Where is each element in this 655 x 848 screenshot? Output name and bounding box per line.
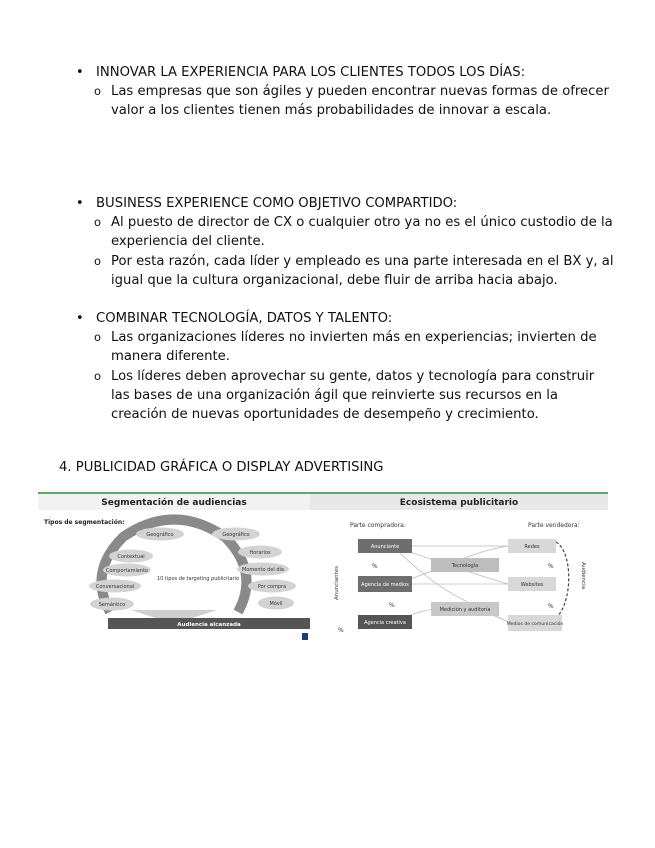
svg-text:Por compra: Por compra	[257, 584, 287, 590]
circle-bullet-icon: o	[94, 330, 102, 344]
svg-text:Agencia creativa: Agencia creativa	[364, 620, 406, 626]
svg-text:Móvil: Móvil	[269, 601, 283, 607]
svg-text:Momento del día: Momento del día	[242, 567, 284, 573]
right-node	[237, 563, 289, 576]
left-node	[90, 598, 134, 611]
bullet-icon: •	[76, 311, 84, 326]
bullet-heading	[76, 63, 526, 82]
percent-label: %	[548, 563, 554, 570]
circle-bullet-icon: o	[94, 84, 102, 98]
section-title: INNOVAR LA EXPERIENCIA PARA LOS CLIENTES TODOS LOS DÍAS:	[96, 65, 526, 80]
targeting-center-label: 10 tipos de targeting publicitario	[156, 576, 240, 582]
left-node	[103, 564, 151, 577]
audience-axis-label: Audiencia	[580, 562, 586, 590]
bullet-heading	[76, 194, 458, 213]
svg-text:Medición y auditoría: Medición y auditoría	[439, 607, 491, 613]
left-node	[89, 580, 141, 593]
sub-bullet	[94, 252, 616, 290]
sub-bullet-text: Los líderes deben aprovechar su gente, datos y tecnología para construir las bases de una organización ágil que reinvierte sus recursos en la creación de nuevas oportunidades de desempeño y crecimiento.	[111, 369, 595, 423]
ecosystem-box	[431, 558, 499, 572]
display-advertising-figure	[38, 492, 608, 642]
sub-bullet-text: Las empresas que son ágiles y pueden encontrar nuevas formas de ofrecer valor a los clientes tienen más probabilidades de innovar a escala.	[111, 84, 609, 119]
section-title: COMBINAR TECNOLOGÍA, DATOS Y TALENTO:	[96, 311, 393, 326]
ecosystem-box	[508, 577, 556, 591]
svg-text:Geográfico: Geográfico	[146, 532, 174, 538]
section-title: BUSINESS EXPERIENCE COMO OBJETIVO COMPARTIDO:	[96, 196, 458, 211]
ecosystem-panel	[310, 492, 608, 634]
right-node	[258, 597, 294, 610]
bullet-icon: •	[76, 65, 84, 80]
percent-label: %	[338, 627, 344, 634]
ecosystem-box	[508, 539, 556, 553]
left-node	[109, 550, 153, 563]
svg-text:Geográfico: Geográfico	[222, 532, 250, 538]
segmentation-title: Segmentación de audiencias	[101, 498, 247, 508]
ecosystem-box	[358, 576, 412, 592]
svg-text:Tecnología: Tecnología	[451, 563, 479, 569]
advertisers-axis-label: Anunciantes	[334, 565, 340, 600]
ecosystem-box	[507, 615, 564, 631]
segmentation-panel	[38, 492, 310, 642]
segmentation-subtitle: Tipos de segmentación:	[44, 519, 125, 526]
audience-bar-label: Audiencia alcanzada	[177, 622, 241, 628]
sub-bullet-text: Por esta razón, cada líder y empleado es una parte interesada en el BX y, al igual que la cultura organizacional, debe fluir de arriba hacia abajo.	[111, 254, 614, 289]
svg-text:Contextual: Contextual	[117, 554, 145, 560]
seller-label: Parte vendedora:	[528, 522, 580, 529]
svg-text:Horarios: Horarios	[249, 550, 271, 556]
svg-text:Agencia de medios: Agencia de medios	[361, 582, 409, 588]
svg-text:Medios de comunicación: Medios de comunicación	[506, 622, 564, 627]
percent-label: %	[548, 603, 554, 610]
ecosystem-box	[358, 615, 412, 629]
svg-text:Semántico: Semántico	[98, 602, 126, 608]
ecosystem-title: Ecosistema publicitario	[399, 498, 519, 508]
svg-text:Websites: Websites	[520, 582, 544, 588]
circle-bullet-icon: o	[94, 369, 102, 383]
svg-text:Anunciante: Anunciante	[370, 544, 400, 550]
bullet-heading	[76, 309, 393, 328]
circle-bullet-icon: o	[94, 254, 102, 268]
percent-label: %	[372, 563, 378, 570]
sub-bullet	[94, 367, 616, 425]
sub-bullet	[94, 213, 616, 251]
top-node	[136, 528, 184, 541]
svg-text:Conversacional: Conversacional	[95, 584, 135, 590]
right-node	[248, 580, 296, 593]
sub-bullet	[94, 328, 616, 366]
sub-bullet-text: Al puesto de director de CX o cualquier otro ya no es el único custodio de la experiencia del cliente.	[111, 215, 613, 250]
percent-label: %	[389, 602, 395, 609]
sub-bullet-text: Las organizaciones líderes no invierten más en experiencias; invierten de manera diferente.	[111, 330, 597, 365]
sub-bullet	[94, 82, 616, 120]
svg-text:Comportamiento: Comportamiento	[105, 568, 149, 574]
bullet-icon: •	[76, 196, 84, 211]
section-heading: 4. PUBLICIDAD GRÁFICA O DISPLAY ADVERTISING	[59, 460, 384, 475]
circle-bullet-icon: o	[94, 215, 102, 229]
ecosystem-box	[431, 602, 499, 616]
ecosystem-box	[358, 539, 412, 553]
top-node	[212, 528, 260, 541]
buyer-label: Parte compradora:	[350, 522, 406, 529]
svg-text:Redes: Redes	[524, 544, 540, 550]
right-node	[238, 546, 282, 559]
